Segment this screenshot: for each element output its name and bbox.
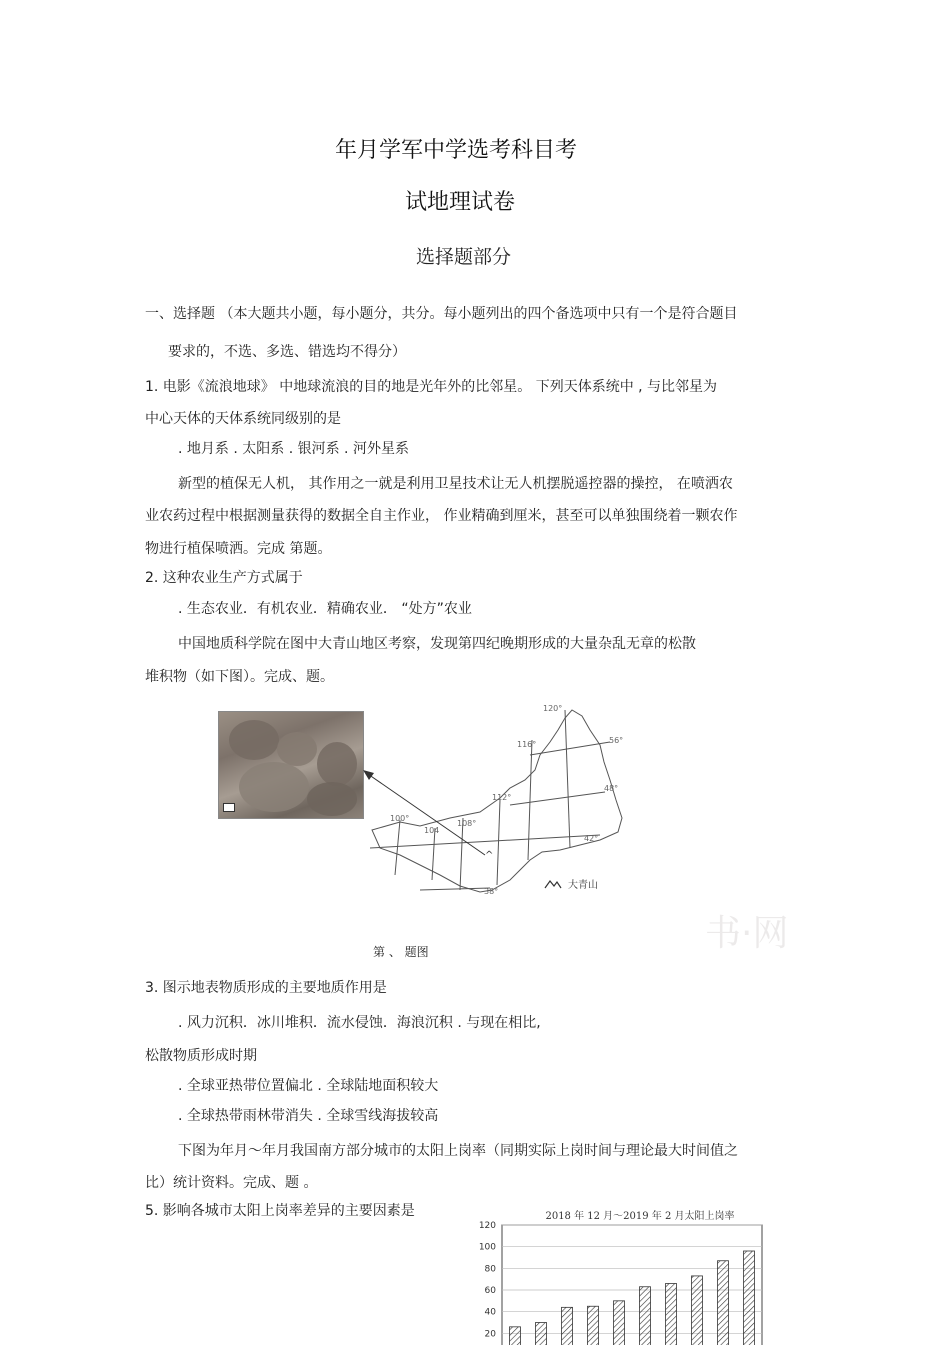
- q4-options-row1: . 全球亚热带位置偏北 . 全球陆地面积较大: [178, 1078, 439, 1094]
- parallel-38: [420, 888, 490, 890]
- parallel-48: [510, 792, 605, 805]
- figure-caption: 第 、 题图: [373, 945, 429, 959]
- passage2-line2: 堆积物（如下图）。完成、题。: [145, 669, 334, 685]
- bar-9: [718, 1261, 729, 1345]
- doc-title-line1: 年月学军中学选考科目考: [335, 138, 578, 163]
- lat-label-48: 48°: [604, 784, 619, 793]
- section-subtitle: 选择题部分: [416, 246, 512, 268]
- legend-label: 大青山: [568, 880, 598, 891]
- passage2-line1: 中国地质科学院在图中大青山地区考察，发现第四纪晚期形成的大量杂乱无章的松散: [178, 636, 696, 652]
- chart-title: 2018 年 12 月～2019 年 2 月太阳上岗率: [545, 1211, 735, 1222]
- y-tick-label: 100: [478, 1242, 496, 1253]
- q3-stem: 3. 图示地表物质形成的主要地质作用是: [145, 980, 387, 996]
- bar-4: [588, 1306, 599, 1345]
- pointer-arrow-head: [363, 770, 374, 780]
- meridian-116: [528, 740, 532, 860]
- bar-5: [614, 1301, 625, 1345]
- q2-stem: 2. 这种农业生产方式属于: [145, 570, 303, 586]
- lon-label-112: 112°: [492, 793, 512, 802]
- meridian-100: [395, 820, 400, 875]
- y-tick-label: 120: [478, 1221, 496, 1231]
- lat-label-56: 56°: [609, 736, 624, 745]
- lon-label-120: 120°: [543, 704, 563, 713]
- section-heading: 一、选择题 （本大题共小题，每小题分，共分。每小题列出的四个备选项中只有一个是符合题目: [145, 306, 738, 322]
- daqingshan-map: [360, 700, 630, 915]
- bar-6: [640, 1287, 651, 1345]
- q4-stem: 松散物质形成时期: [145, 1048, 257, 1064]
- lon-label-104: 104: [424, 826, 440, 835]
- bar-1: [510, 1327, 521, 1345]
- bar-3: [562, 1307, 573, 1345]
- sediment-photo: [218, 711, 364, 819]
- scale-marker: [223, 803, 235, 812]
- y-tick-label: 80: [484, 1264, 496, 1275]
- watermark: 书·网: [705, 913, 789, 954]
- y-tick-label: 40: [484, 1307, 496, 1318]
- legend-mountain-icon: [545, 881, 561, 888]
- parallel-56: [530, 742, 610, 755]
- lon-label-108: 108°: [457, 819, 477, 828]
- y-tick-label: 60: [484, 1286, 496, 1296]
- lat-label-38: 38°: [484, 887, 499, 896]
- section-heading-cont: 要求的，不选、多选、错选均不得分）: [168, 344, 406, 360]
- q5-stem: 5. 影响各城市太阳上岗率差异的主要因素是: [145, 1203, 415, 1219]
- passage1-line1: 新型的植保无人机， 其作用之一就是利用卫星技术让无人机摆脱遥控器的操控， 在喷洒农: [178, 476, 733, 492]
- pointer-arrow-line: [365, 772, 485, 855]
- meridian-112: [497, 800, 500, 885]
- lon-label-100: 100°: [390, 814, 410, 823]
- svg-text:^: ^: [485, 850, 494, 861]
- y-tick-label: 20: [484, 1329, 496, 1340]
- bar-8: [692, 1276, 703, 1345]
- passage3-line1: 下图为年月～年月我国南方部分城市的太阳上岗率（同期实际上岗时间与理论最大时间值之: [178, 1143, 738, 1159]
- meridian-108: [460, 818, 463, 890]
- bar-7: [666, 1284, 677, 1345]
- doc-title-line2: 试地理试卷: [405, 190, 516, 215]
- bar-10: [744, 1251, 755, 1345]
- q1-stem-line1: 1. 电影《流浪地球》 中地球流浪的目的地是光年外的比邻星。 下列天体系统中 , 与比邻星为: [145, 379, 718, 395]
- lon-label-116: 116°: [517, 740, 537, 749]
- passage1-line3: 物进行植保喷洒。完成 第题。: [145, 541, 332, 557]
- passage1-line2: 业农药过程中根据测量获得的数据全自主作业， 作业精确到厘米，甚至可以单独围绕着一颗农作: [145, 508, 738, 524]
- parallel-42: [370, 835, 600, 848]
- meridian-120: [565, 710, 570, 848]
- q4-options-row2: . 全球热带雨林带消失 . 全球雪线海拔较高: [178, 1108, 439, 1124]
- q3-options: . 风力沉积．冰川堆积．流水侵蚀．海浪沉积 . 与现在相比,: [178, 1015, 541, 1031]
- q2-options: . 生态农业．有机农业．精确农业． “处方”农业: [178, 601, 472, 617]
- passage3-line2: 比）统计资料。完成、题 。: [145, 1175, 318, 1191]
- q1-options: . 地月系 . 太阳系 . 银河系 . 河外星系: [178, 441, 409, 457]
- sunshine-rate-chart: [470, 1205, 770, 1345]
- bar-2: [536, 1323, 547, 1345]
- q1-stem-line2: 中心天体的天体系统同级别的是: [145, 411, 341, 427]
- lat-label-42: 42°: [584, 834, 599, 843]
